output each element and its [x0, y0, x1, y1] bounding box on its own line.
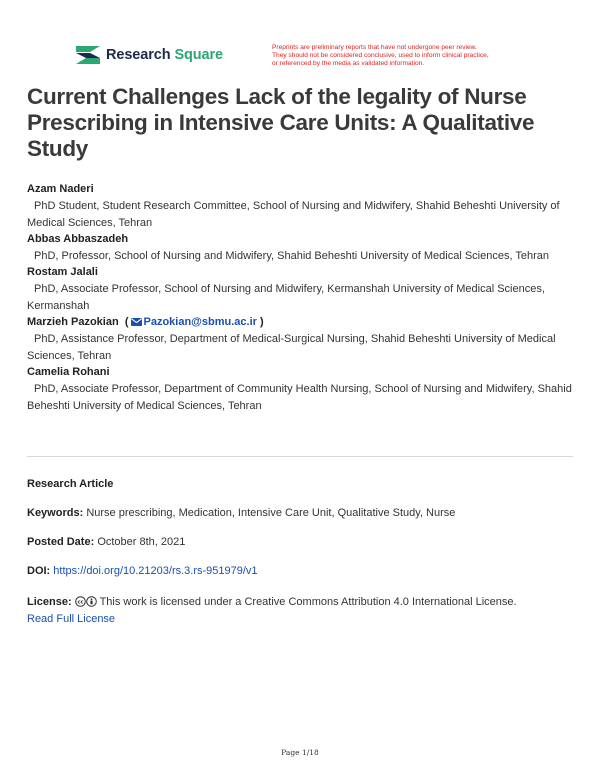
doi	[27, 563, 577, 580]
keywords	[27, 505, 577, 522]
posted-date-value: October 8th, 2021	[97, 536, 186, 548]
license	[27, 594, 577, 628]
preprint-disclaimer: Preprints are preliminary reports that have not undergone peer review. They should not be considered conclusive, used to inform clinical practice, or referenced by the media as validated information.	[272, 44, 489, 67]
keywords-label: Keywords:	[27, 507, 84, 519]
author-affiliation: PhD, Associate Professor, Department of Community Health Nursing, School of Nursing and Midwifery, Shahid Beheshti University of Medical Sciences, Tehran	[27, 383, 572, 412]
by-icon	[86, 596, 97, 607]
author-name: Abbas Abbaszadeh	[27, 233, 129, 245]
author-entry	[27, 315, 577, 365]
cc-icon	[75, 596, 86, 607]
page-number: Page 1/18	[281, 748, 319, 757]
author-list	[27, 182, 577, 415]
research-square-logo[interactable]	[76, 46, 223, 64]
author-name: Marzieh Pazokian ( Pazokian@sbmu.ac.ir )	[27, 316, 264, 328]
logo-wordmark: Research Square	[106, 47, 223, 63]
author-entry	[27, 182, 577, 232]
author-email-link[interactable]: Pazokian@sbmu.ac.ir	[129, 316, 257, 328]
license-label: License:	[27, 596, 72, 608]
read-full-license-link[interactable]: Read Full License	[27, 613, 116, 625]
mail-icon	[131, 318, 142, 326]
article-type: Research Article	[27, 478, 114, 490]
author-entry	[27, 232, 577, 265]
author-entry	[27, 265, 577, 315]
license-text: This work is licensed under a Creative Commons Attribution 4.0 International License.	[99, 596, 517, 608]
keywords-value: Nurse prescribing, Medication, Intensive Care Unit, Qualitative Study, Nurse	[86, 507, 456, 519]
author-name: Azam Naderi	[27, 183, 94, 195]
author-affiliation: PhD, Associate Professor, School of Nursing and Midwifery, Kermanshah University of Medical Sciences, Kermanshah	[27, 283, 545, 312]
page-header	[76, 46, 556, 76]
research-square-logo-icon	[76, 46, 100, 64]
svg-text:cc: cc	[77, 599, 84, 606]
author-name: Rostam Jalali	[27, 266, 98, 278]
posted-date-label: Posted Date:	[27, 536, 95, 548]
author-affiliation: PhD Student, Student Research Committee, School of Nursing and Midwifery, Shahid Beheshti University of Medical Sciences, Tehran	[27, 200, 560, 229]
posted-date	[27, 534, 577, 551]
author-name: Camelia Rohani	[27, 366, 110, 378]
author-affiliation: PhD, Professor, School of Nursing and Midwifery, Shahid Beheshti University of Medical Sciences, Tehran	[34, 250, 550, 262]
doi-link[interactable]: https://doi.org/10.21203/rs.3.rs-951979/v1	[53, 565, 258, 577]
paper-title: Current Challenges Lack of the legality of Nurse Prescribing in Intensive Care Units: A Qualitative Study	[27, 84, 535, 161]
section-divider	[27, 456, 573, 457]
doi-label: DOI:	[27, 565, 51, 577]
author-affiliation: PhD, Assistance Professor, Department of Medical-Surgical Nursing, Shahid Beheshti University of Medical Sciences, Tehran	[27, 333, 556, 362]
author-entry	[27, 365, 577, 415]
